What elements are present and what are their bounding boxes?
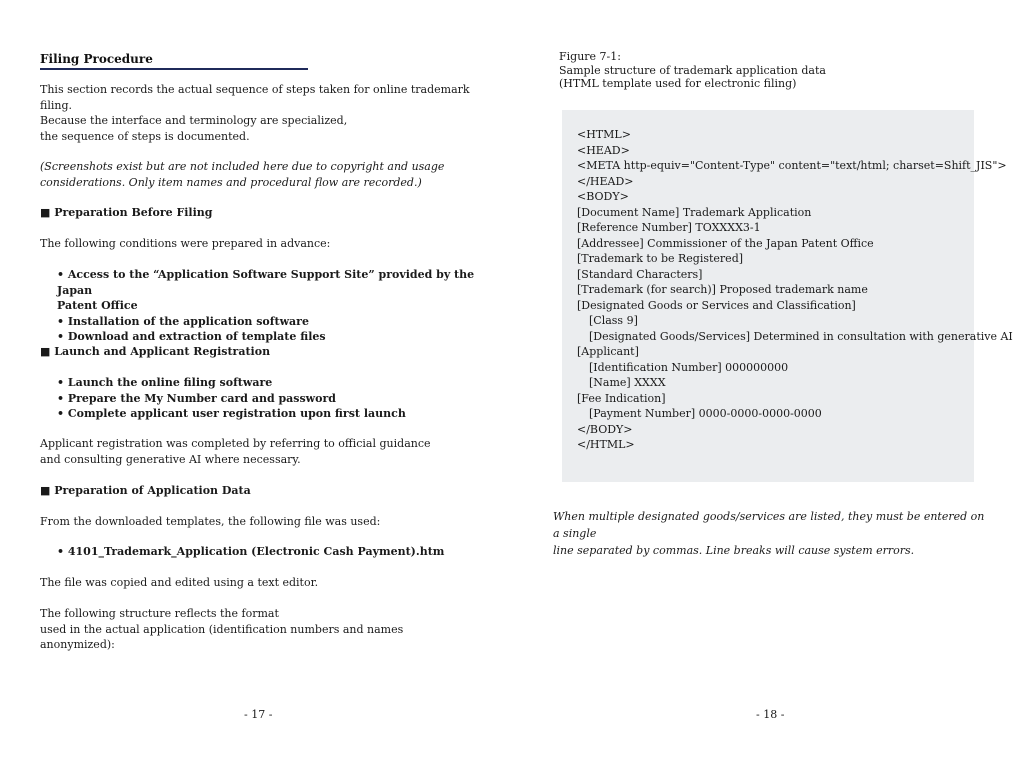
section-heading: Filing Procedure [40,52,308,70]
because-line-1: Because the interface and terminology are specialized, [40,114,348,127]
code-line: <BODY> [577,190,629,203]
list-item: • Download and extraction of template files [57,330,326,343]
structure-text [40,606,480,653]
right-page [512,0,1024,768]
code-line: <META http-equiv="Content-Type" content="text/html; charset=Shift_JIS"> [577,159,1007,172]
code-line: <HEAD> [577,143,630,157]
code-line: [Class 9] [589,314,638,327]
code-line: [Fee Indication] [577,391,666,405]
code-line: </BODY> [577,422,633,436]
because-line-2: the sequence of steps is documented. [40,129,250,143]
intro-text: This section records the actual sequence of steps taken for online trademark filing. [40,83,470,112]
commas-note-line-1: When multiple designated goods/services are listed, they must be entered on a single [553,510,985,540]
figure-caption [559,50,959,91]
preparation-bullet-list [57,267,497,345]
section-data-title: ■ Preparation of Application Data [40,484,251,497]
list-item: • Prepare the My Number card and password [57,391,336,405]
commas-note-line-2: line separated by commas. Line breaks will cause system errors. [553,544,915,557]
launch-bullet-list [57,375,497,422]
registration-line-2: and consulting generative AI where necessary. [40,452,301,466]
commas-note [553,508,993,559]
code-line: <HTML> [577,128,631,141]
code-line: [Document Name] Trademark Application [577,205,812,219]
screenshot-note-line-2: considerations. Only item names and procedural flow are recorded.) [40,175,422,189]
list-item: • Launch the online filing software [57,376,273,389]
screenshot-note-line-1: (Screenshots exist but are not included here due to copyright and usage [40,160,445,173]
section-preparation-text: The following conditions were prepared in advance: [40,237,331,250]
code-line: [Applicant] [577,345,639,358]
because-text [40,113,480,144]
list-item: • Installation of the application software [57,314,309,328]
code-line: [Trademark (for search)] Proposed trademark name [577,283,868,296]
code-line: [Identification Number] 000000000 [589,360,789,374]
section-launch-title: ■ Launch and Applicant Registration [40,345,271,358]
list-item: • Complete applicant user registration upon first launch [57,407,406,420]
code-line: [Designated Goods or Services and Classification] [577,298,856,312]
code-line: [Reference Number] TOXXXX3-1 [577,221,761,234]
list-item: Patent Office [57,299,138,312]
code-line: [Standard Characters] [577,267,703,281]
code-line: [Designated Goods/Services] Determined in consultation with generative AI [589,329,1013,343]
code-line: </HEAD> [577,174,634,188]
code-line: [Addressee] Commissioner of the Japan Patent Office [577,236,874,250]
registration-line-1: Applicant registration was completed by referring to official guidance [40,437,431,450]
template-file-bullet: • 4101_Trademark_Application (Electronic Cash Payment).htm [57,545,445,558]
code-line: [Trademark to be Registered] [577,252,744,265]
page-number-left: - 17 - [244,708,273,721]
code-sample-box [562,110,1013,482]
structure-line-2: used in the actual application (identification numbers and names anonymized): [40,622,404,651]
code-line: </HTML> [577,438,635,451]
section-data-text: From the downloaded templates, the following file was used: [40,515,381,528]
screenshot-note [40,159,480,190]
code-line: [Payment Number] 0000-0000-0000-0000 [589,407,822,420]
figure-caption-line-1: Figure 7-1: [559,50,621,63]
section-preparation-title: ■ Preparation Before Filing [40,206,213,219]
list-item: • Access to the “Application Software Support Site” provided by the Japan [57,268,475,297]
figure-caption-line-3: (HTML template used for electronic filing) [559,77,797,90]
structure-line-1: The following structure reflects the format [40,607,279,620]
figure-caption-line-2: Sample structure of trademark application data [559,63,826,77]
registration-text [40,436,480,467]
code-line: [Name] XXXX [589,376,666,389]
page-number-right: - 18 - [756,708,785,721]
copied-text: The file was copied and edited using a text editor. [40,576,319,589]
